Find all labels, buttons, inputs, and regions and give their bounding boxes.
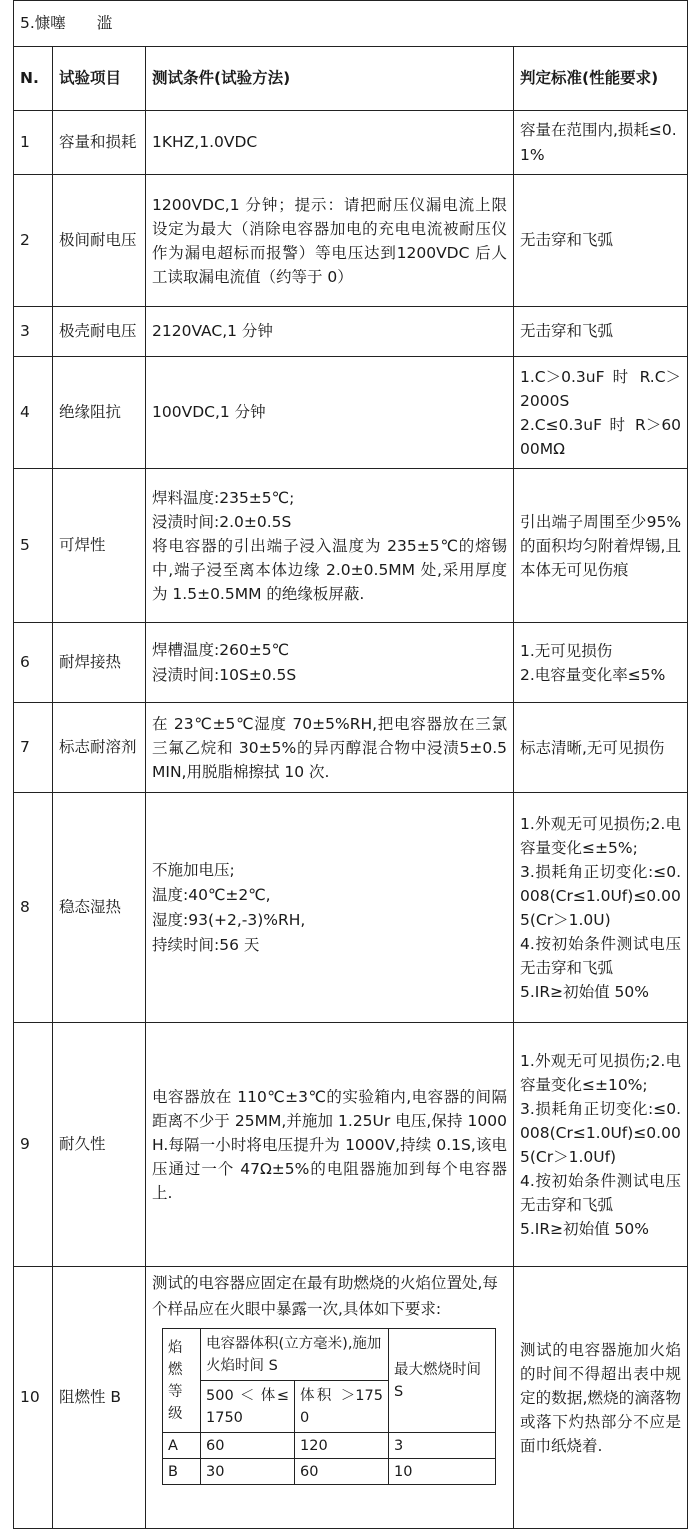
row-item: 耐久性 — [53, 1023, 146, 1267]
table-row — [14, 111, 688, 175]
row-no: 9 — [14, 1023, 53, 1267]
row-no: 10 — [14, 1267, 53, 1529]
row-criteria: 1.C＞0.3uF 时 R.C＞2000S 2.C≤0.3uF 时 R＞6000MΩ — [514, 357, 688, 469]
table-row — [163, 1433, 496, 1459]
header-no: N. — [14, 47, 53, 111]
row-item: 绝缘阻抗 — [53, 357, 146, 469]
row-no: 6 — [14, 623, 53, 703]
table-row — [14, 469, 688, 623]
header-row — [14, 47, 688, 111]
flame-time-2: 120 — [295, 1433, 389, 1459]
row-no: 3 — [14, 307, 53, 357]
table-row — [14, 1023, 688, 1267]
flame-max-burn: 10 — [389, 1459, 496, 1485]
row-criteria: 无击穿和飞弧 — [514, 175, 688, 307]
row-item: 极间耐电压 — [53, 175, 146, 307]
row-item: 可焊性 — [53, 469, 146, 623]
row-criteria: 标志清晰,无可见损伤 — [514, 703, 688, 793]
row-no: 7 — [14, 703, 53, 793]
flame-test-description: 测试的电容器应固定在最有助燃烧的火焰位置处,每个样品应在火眼中暴露一次,具体如下要求: — [152, 1274, 498, 1318]
flame-header-volume: 电容器体积(立方毫米),施加火焰时间 S — [201, 1329, 389, 1381]
row-item: 稳态湿热 — [53, 793, 146, 1023]
header-condition: 测试条件(试验方法) — [146, 47, 514, 111]
row-no: 2 — [14, 175, 53, 307]
flame-header-grade: 焰燃等级 — [163, 1329, 201, 1433]
row-criteria: 测试的电容器施加火焰的时间不得超出表中规定的数据,燃烧的滴落物或落下灼热部分不应是面巾纸烧着. — [514, 1267, 688, 1529]
flame-header-volume-range-1: 500 ＜ 体≤1750 — [201, 1381, 295, 1433]
flame-header-max-burn: 最大燃烧时间 S — [389, 1329, 496, 1433]
table-row — [14, 1267, 688, 1529]
row-criteria: 容量在范围内,损耗≤0.1% — [514, 111, 688, 175]
flame-time-2: 60 — [295, 1459, 389, 1485]
flame-time-1: 30 — [201, 1459, 295, 1485]
row-item: 极壳耐电压 — [53, 307, 146, 357]
table-row — [14, 175, 688, 307]
table-row — [14, 793, 688, 1023]
header-criteria: 判定标准(性能要求) — [514, 47, 688, 111]
table-row — [163, 1459, 496, 1485]
flame-time-1: 60 — [201, 1433, 295, 1459]
table-row — [14, 623, 688, 703]
flame-grade: B — [163, 1459, 201, 1485]
section-title-row — [14, 1, 688, 47]
row-no: 4 — [14, 357, 53, 469]
row-item: 阻燃性 B — [53, 1267, 146, 1529]
test-spec-table — [13, 0, 688, 1529]
row-no: 8 — [14, 793, 53, 1023]
row-condition: 不施加电压; 温度:40℃±2℃, 湿度:93(+2,-3)%RH, 持续时间:56 天 — [146, 793, 514, 1023]
row-no: 5 — [14, 469, 53, 623]
row-condition: 100VDC,1 分钟 — [146, 357, 514, 469]
row-item: 容量和损耗 — [53, 111, 146, 175]
row-item: 耐焊接热 — [53, 623, 146, 703]
row-criteria: 引出端子周围至少95%的面积均匀附着焊锡,且本体无可见伤痕 — [514, 469, 688, 623]
header-item: 试验项目 — [53, 47, 146, 111]
row-condition: 1KHZ,1.0VDC — [146, 111, 514, 175]
row-criteria: 1.无可见损伤 2.电容量变化率≤5% — [514, 623, 688, 703]
table-row — [14, 307, 688, 357]
table-row — [14, 357, 688, 469]
section-title: 5.慷噻 滥 — [14, 1, 688, 47]
row-condition: 在 23℃±5℃湿度 70±5%RH,把电容器放在三氯三氟乙烷和 30±5%的异丙醇混合物中浸渍5±0.5MIN,用脱脂棉擦拭 10 次. — [146, 703, 514, 793]
flame-grade-table — [162, 1328, 496, 1485]
row-condition: 焊料温度:235±5℃; 浸渍时间:2.0±0.5S 将电容器的引出端子浸入温度为 235±5℃的熔锡中,端子浸至离本体边缘 2.0±0.5MM 处,采用厚度为 1.5±0.5MM 的绝缘板屏蔽. — [146, 469, 514, 623]
row-condition: 电容器放在 110℃±3℃的实验箱内,电容器的间隔距离不少于 25MM,并施加 1.25Ur 电压,保持 1000H.每隔一小时将电压提升为 1000V,持续 0.1S,该电压通过一个 47Ω±5%的电阻器施加到每个电容器上. — [146, 1023, 514, 1267]
row-criteria: 1.外观无可见损伤;2.电容量变化≤±5%; 3.损耗角正切变化:≤0.008(Cr≤1.0Uf)≤0.005(Cr＞1.0U) 4.按初始条件测试电压无击穿和飞弧 5.IR≥初始值 50% — [514, 793, 688, 1023]
row-condition: 焊槽温度:260±5℃ 浸渍时间:10S±0.5S — [146, 623, 514, 703]
row-criteria: 无击穿和飞弧 — [514, 307, 688, 357]
flame-header-volume-range-2: 体积 ＞1750 — [295, 1381, 389, 1433]
row-condition: 1200VDC,1 分钟；提示：请把耐压仪漏电流上限设定为最大（消除电容器加电的充电电流被耐压仪作为漏电超标而报警）等电压达到1200VDC 后人工读取漏电流值（约等于 0） — [146, 175, 514, 307]
row-criteria: 1.外观无可见损伤;2.电容量变化≤±10%; 3.损耗角正切变化:≤0.008(Cr≤1.0Uf)≤0.005(Cr＞1.0Uf) 4.按初始条件测试电压无击穿和飞弧 5.IR≥初始值 50% — [514, 1023, 688, 1267]
flame-max-burn: 3 — [389, 1433, 496, 1459]
flame-grade: A — [163, 1433, 201, 1459]
row-no: 1 — [14, 111, 53, 175]
flame-table-header-row — [163, 1329, 496, 1381]
table-row — [14, 703, 688, 793]
row-condition: 2120VAC,1 分钟 — [146, 307, 514, 357]
row-condition — [146, 1267, 514, 1529]
row-item: 标志耐溶剂 — [53, 703, 146, 793]
